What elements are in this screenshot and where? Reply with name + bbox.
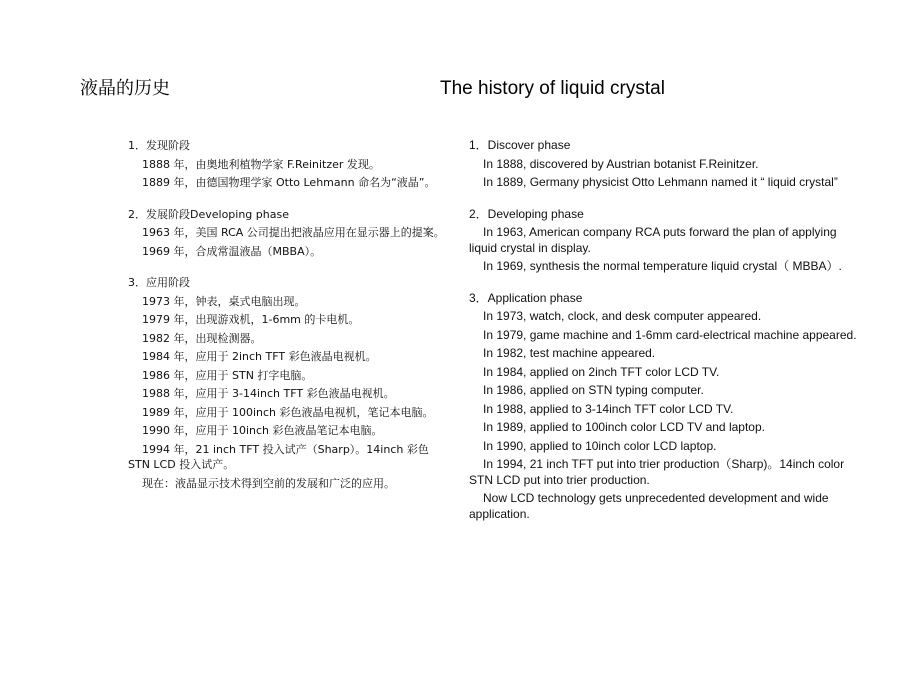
list-item: 1969 年，合成常温液晶（MBBA）。 [142,244,322,258]
chinese-section-discover [128,138,450,191]
section-heading: 2．Developing phase [469,206,584,221]
list-item: 1963 年，美国 RCA 公司提出把液晶应用在显示器上的提案。 [142,226,445,239]
list-item: In 1994, 21 inch TFT put into trier production（Sharp)。14inch color STN LCD put into trier production. [469,457,845,487]
list-item: In 1984, applied on 2inch TFT color LCD TV. [483,364,720,379]
english-column [469,138,867,538]
english-section-discover [469,138,867,191]
list-item: 1988 年，应用于 3-14inch TFT 彩色液晶电视机。 [142,387,395,400]
list-item: 1889 年，由德国物理学家 Otto Lehmann 命名为“液晶”。 [142,176,436,189]
list-item: In 1963, American company RCA puts forward the plan of applying liquid crystal in display. [469,225,837,255]
list-item: In 1986, applied on STN typing computer. [483,383,704,397]
list-item: 现在：液晶显示技术得到空前的发展和广泛的应用。 [142,476,395,490]
list-item: In 1889, Germany physicist Otto Lehmann named it “ liquid crystal” [483,175,838,189]
list-item: 1982 年，出现检测器。 [142,331,262,345]
list-item: 1973 年，钟表，桌式电脑出现。 [142,294,306,308]
list-item: In 1979, game machine and 1-6mm card-electrical machine appeared. [483,327,857,342]
chinese-section-developing [128,207,450,260]
list-item: In 1973, watch, clock, and desk computer appeared. [483,309,762,323]
list-item: In 1988, applied to 3-14inch TFT color LCD TV. [483,401,734,416]
list-item: 1986 年，应用于 STN 打字电脑。 [142,368,313,382]
list-item: 1994 年，21 inch TFT 投入试产（Sharp）。14inch 彩色 STN LCD 投入试产。 [128,442,429,471]
list-item: 1888 年，由奥地利植物学家 F.Reinitzer 发现。 [142,157,380,171]
chinese-section-application [128,275,450,491]
section-heading: 1．Discover phase [469,138,571,152]
list-item: Now LCD technology gets unprecedented development and wide application. [469,491,829,521]
section-heading: 3．Application phase [469,290,583,305]
list-item: 1984 年，应用于 2inch TFT 彩色液晶电视机。 [142,350,377,363]
chinese-column [128,138,450,507]
list-item: 1990 年，应用于 10inch 彩色液晶笔记本电脑。 [142,424,383,437]
page-title-chinese: 液晶的历史 [80,78,170,99]
list-item: In 1888, discovered by Austrian botanist F.Reinitzer. [483,156,759,171]
list-item: In 1982, test machine appeared. [483,346,656,360]
list-item: 1979 年，出现游戏机，1-6mm 的卡电机。 [142,313,360,326]
english-section-developing [469,207,867,275]
list-item: In 1990, applied to 10inch color LCD laptop. [483,438,717,453]
page-title-english: The history of liquid crystal [440,78,665,99]
list-item: In 1989, applied to 100inch color LCD TV and laptop. [483,420,765,434]
list-item: 1989 年，应用于 100inch 彩色液晶电视机，笔记本电脑。 [142,405,434,419]
list-item: In 1969, synthesis the normal temperature liquid crystal（ MBBA）. [483,259,842,273]
english-section-application [469,291,867,523]
section-heading: 2．发展阶段Developing phase [128,207,289,221]
section-heading: 3．应用阶段 [128,276,190,289]
section-heading: 1．发现阶段 [128,139,190,152]
